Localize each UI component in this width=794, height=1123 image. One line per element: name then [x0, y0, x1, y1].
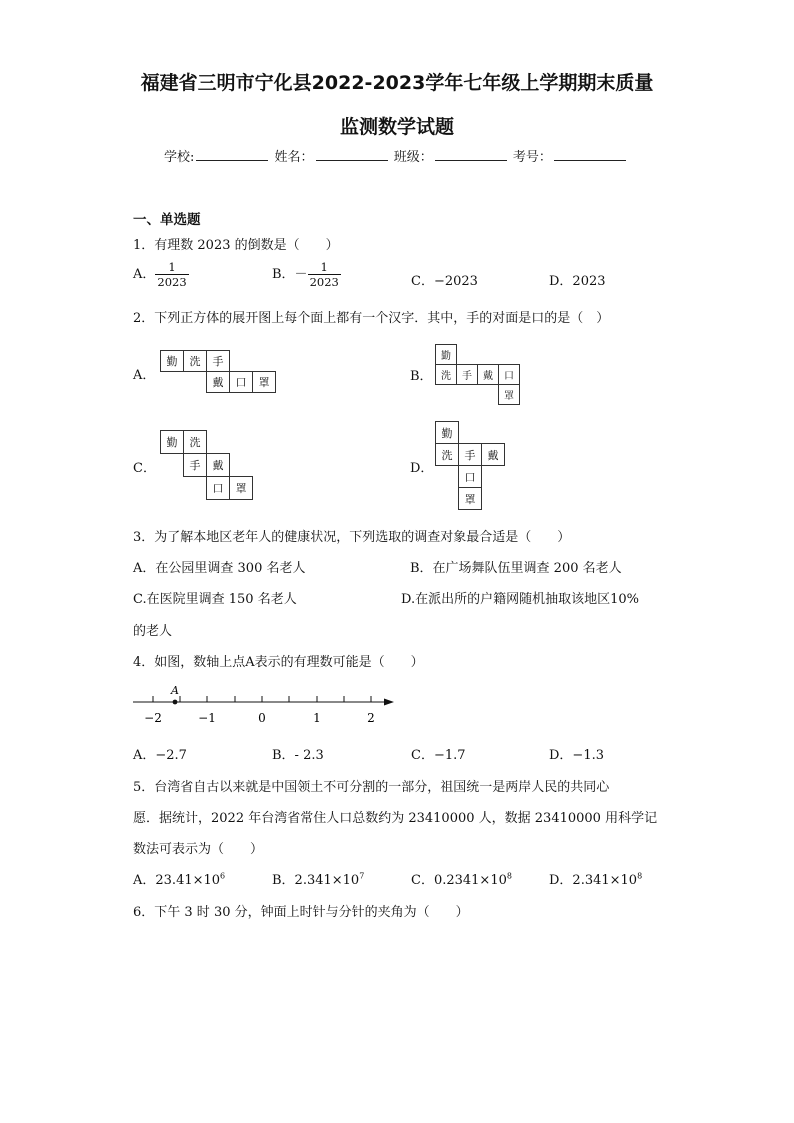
net-cell: 口: [206, 476, 230, 500]
title-line-2: 监测数学试题: [339, 116, 454, 138]
q2-text: 2．下列正方体的展开图上每个面上都有一个汉字．其中，手的对面是口的是（ ）: [133, 311, 610, 326]
net-cell: 口: [458, 465, 482, 488]
net-cell: 罩: [229, 476, 253, 500]
q4-option-a: A．−2.7: [133, 748, 187, 763]
net-cell: 洗: [183, 350, 207, 372]
net-cell: 戴: [477, 364, 499, 385]
net-cell: 罩: [458, 487, 482, 510]
exam-no-blank: [554, 148, 626, 161]
net-cell: 勤: [160, 350, 184, 372]
number-line-tick-label: −2: [144, 711, 162, 725]
q1-text: 1．有理数 2023 的倒数是（ ）: [133, 238, 339, 253]
number-line-tick-label: 2: [367, 711, 375, 725]
net-cell: 罩: [498, 384, 520, 405]
point-a: [173, 700, 178, 705]
q5-option-c: C．$0.2341\times 10^8$: [411, 871, 512, 888]
q5-option-d: D．$2.341\times 10^8$: [549, 871, 643, 888]
net-cell: 戴: [206, 453, 230, 477]
number-line-ticks: [144, 696, 375, 725]
q5-line-2: 愿．据统计，2022 年台湾省常住人口总数约为 23410000 人，数据 23410000 用科学记: [133, 811, 658, 826]
net-cell: 手: [456, 364, 478, 385]
net-cell: 手: [458, 443, 482, 466]
title-line-1: 福建省三明市宁化县2022-2023学年七年级上学期期末质量: [140, 72, 654, 94]
net-cell: 罩: [252, 371, 276, 393]
q1-b-fraction: $\frac{1}{2023}$: [309, 260, 339, 289]
q3-option-d: D.在派出所的户籍网随机抽取该地区10%: [401, 592, 639, 607]
name-label: 姓名：: [274, 150, 314, 165]
q2-option-a-label: A．: [133, 368, 156, 383]
net-cell: 口: [229, 371, 253, 393]
class-blank: [435, 148, 507, 161]
q5-line-3: 数法可表示为（ ）: [133, 842, 264, 857]
net-cell: 洗: [183, 430, 207, 454]
school-label: 学校:: [164, 150, 195, 165]
net-cell: 戴: [206, 371, 230, 393]
net-cell: 洗: [435, 364, 457, 385]
q3-option-d-cont: 的老人: [133, 624, 173, 639]
q4-option-d: D．−1.3: [549, 748, 604, 763]
exam-no-label: 考号：: [512, 150, 552, 165]
q1-a-fraction: $\frac{1}{2023}$: [157, 260, 187, 289]
q3-text: 3．为了解本地区老年人的健康状况，下列选取的调查对象最合适是（ ）: [133, 530, 571, 545]
q1-option-b: B．－ $\frac{1}{2023}$: [272, 260, 339, 289]
net-cell: 口: [498, 364, 520, 385]
number-line-tick-label: 0: [258, 711, 266, 725]
student-info: [164, 146, 628, 165]
q5-option-b: B．$2.341\times 10^7$: [272, 871, 365, 888]
q3-option-b: B．在广场舞队伍里调查 200 名老人: [410, 561, 622, 576]
name-blank: [316, 148, 388, 161]
net-cell: 戴: [481, 443, 505, 466]
q4-text: 4．如图，数轴上点A表示的有理数可能是（ ）: [133, 655, 424, 670]
q1-option-d: D．2023: [549, 274, 606, 289]
net-cell: 手: [183, 453, 207, 477]
net-cell: 洗: [435, 443, 459, 466]
q2-option-d-label: D．: [410, 461, 434, 476]
net-cell: 勤: [435, 344, 457, 365]
net-cell: 勤: [435, 421, 459, 444]
school-blank: [196, 148, 268, 161]
arrow-icon: [384, 699, 394, 706]
number-line-tick-label: 1: [313, 711, 321, 725]
q1-option-c: C．−2023: [411, 274, 478, 289]
section-heading: 一、单选题: [133, 212, 201, 228]
q1-option-a: A． $\frac{1}{2023}$: [133, 260, 187, 289]
number-line-tick-label: −1: [198, 711, 216, 725]
q6-text: 6．下午 3 时 30 分，钟面上时针与分针的夹角为（ ）: [133, 905, 469, 920]
q4-option-b: B．- 2.3: [272, 748, 324, 763]
q3-option-a: A．在公园里调查 300 名老人: [133, 561, 306, 576]
q2-option-b-label: B．: [410, 369, 433, 384]
point-a-label: A: [171, 684, 179, 697]
net-cell: 勤: [160, 430, 184, 454]
q2-option-c-label: C．: [133, 461, 156, 476]
q3-option-c: C.在医院里调查 150 名老人: [133, 592, 297, 607]
number-line: [130, 680, 400, 728]
class-label: 班级：: [393, 150, 433, 165]
q5-line-1: 5．台湾省自古以来就是中国领土不可分割的一部分，祖国统一是两岸人民的共同心: [133, 780, 610, 795]
q5-option-a: A．$23.41\times 10^6$: [133, 871, 226, 888]
net-cell: 手: [206, 350, 230, 372]
q4-option-c: C．−1.7: [411, 748, 466, 763]
